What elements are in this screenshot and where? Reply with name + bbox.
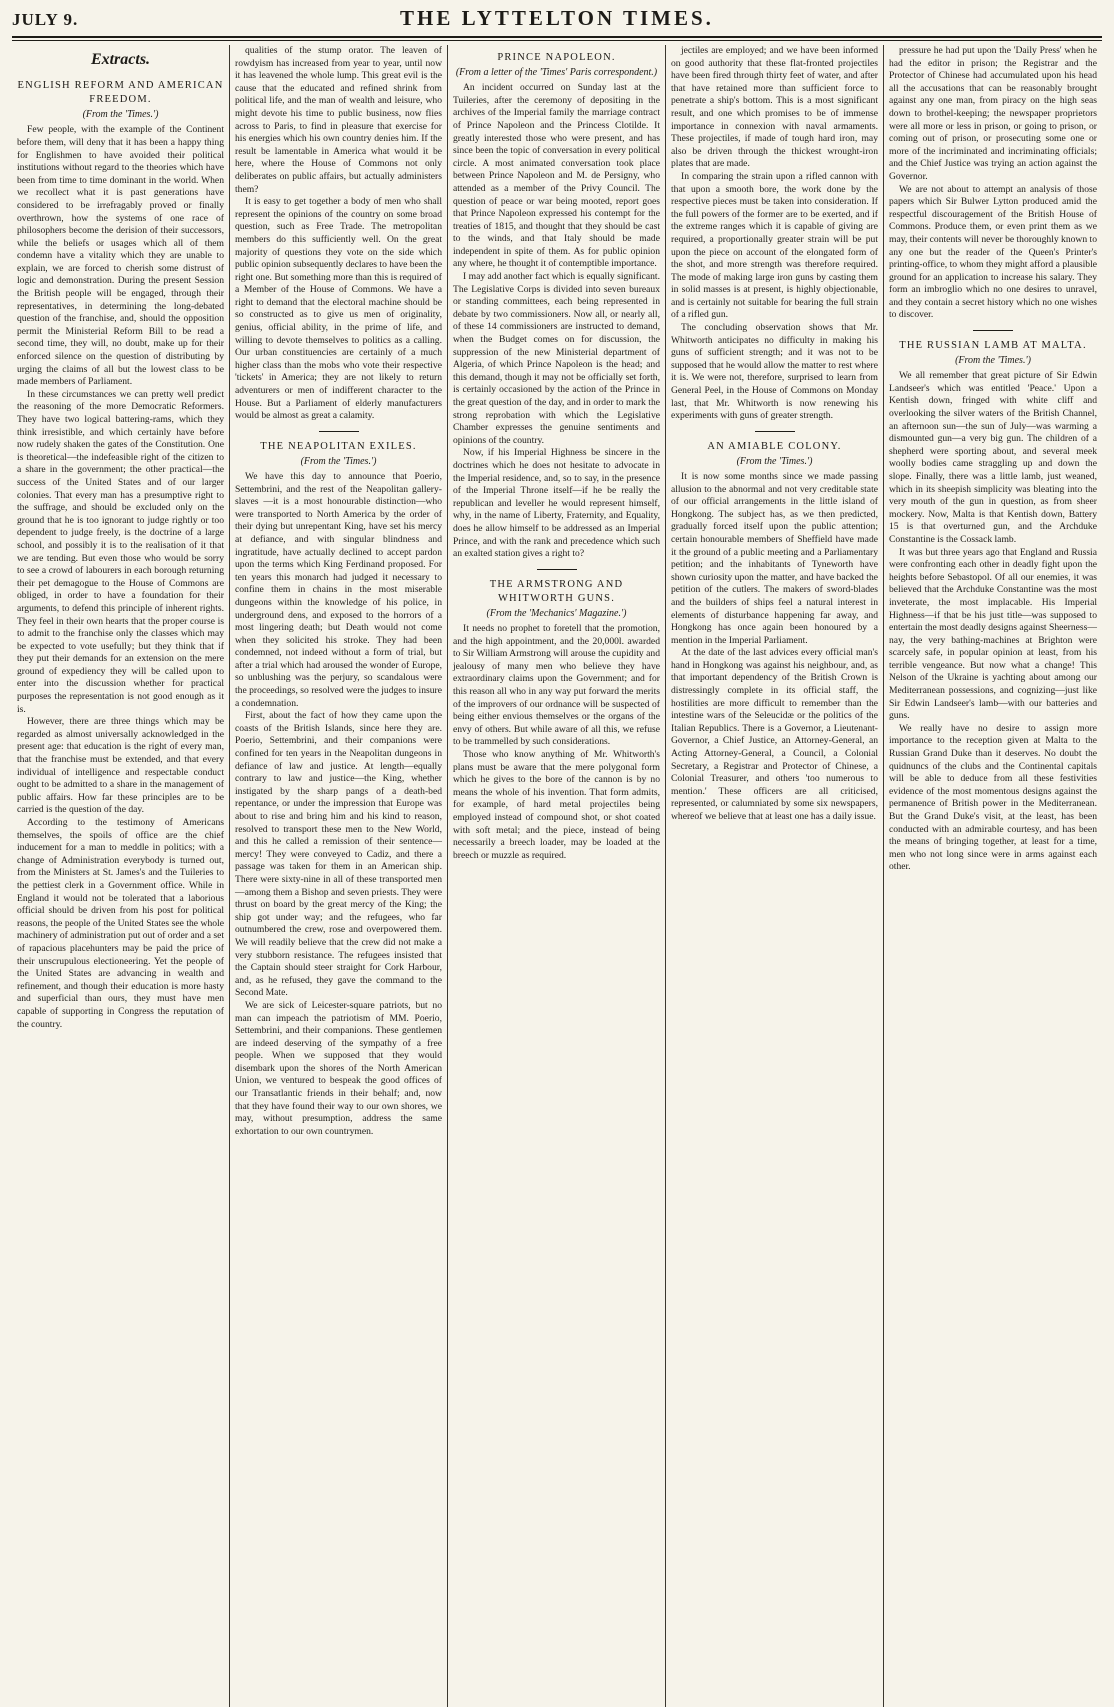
article-paragraph: According to the testimony of Americans themselves, the spoils of office are the chief inducement for a man to meddle in politics; with a change of Administration everybody is turned out, from the Ministers at St. James's and the Tuileries to the pettiest clerk in a Government office. While in England it would not be tolerated that a laborious official should be driven from his post for political reasons, the people of the United States see the whole machinery of administration put out of order and a set of rapacious placehunters may be paid the price of their unscrupulous electioneering. Yet the people of the United States are advancing in wealth and refinement, and though their education is more hasty and superficial than ours, they must have men capable of supporting in Congress the reputation of the country. [17,817,225,1030]
article-source: (From the 'Times.') [82,109,159,121]
article-paragraph: Few people, with the example of the Continent before them, will deny that it has been a happy thing for Englishmen to have avoided their political institutions without regard to the theories which have been from time to time dominant in the world. When we recollect what it is past generations have considered to be irrefragably proved or finally overthrown, how the systems of one race of philosophers become the derision of their successors, while the beliefs or usages which all of them condemn have a vitality which they are unable to explain, we are forced to cherish some distrust of logic and demonstration. During the present Session the British people will be engaged, through their representatives, in determining the long-debated question of the franchise, and, should the opposition permit the Ministerial Reform Bill to be read a second time, they will, no doubt, make up for their enforced silence on the question of distributing by urging the claims of all but the lowest class to be made members of Parliament. [17,124,224,388]
article-paragraph: However, there are three things which may be regarded as almost universally acknowledged in the present age: that education is the right of every man, that the franchise must be extended, and that every individual of intelligence and respectable conduct ought to be admitted to a share in the management of public affairs. How far these principles are to be carried is the question of the day. [17,716,224,816]
header-rule [12,40,1102,41]
article-paragraph: We are not about to attempt an analysis of those papers which Sir Bulwer Lytton produced amid the respectful discouragement of the British House of Commons. Produce them, or even print them as we may, their contents will never be thoroughly known to any one but the reader of the Queen's Printer's printing-office, to whom they might afford a plausible ground for an application to increase his salary. They form an imbroglio which no one desires to unravel, and they contain a secret history which no one wishes to discover. [889,183,1097,321]
article-paragraph: The concluding observation shows that Mr. Whitworth anticipates no difficulty in making his guns of sufficient strength; and it was not to be supposed that he would allow the matter to rest where it is. We were not, therefore, surprised to learn from General Peel, in the House of Commons on Monday last, that Mr. Whitworth is now renewing his experiments with guns of greater strength. [671,322,879,422]
section-heading: Extracts. [90,51,151,68]
article-paragraph: In comparing the strain upon a rifled cannon with that upon a smooth bore, the work done by the respective pieces must be taken into consideration. If the full powers of the former are to be exerted, and if the extreme ranges which it is capable of giving are required, a proportionally greater strain will be put upon the piece on account of the elongated form of the shot, and more strength was therefore required. The mode of making large iron guns by casting them in solid masses is at present, is highly objectionable, and is certainly not suitable for bearing the full strain of a rifled gun. [671,170,878,321]
article-title: AN AMIABLE COLONY. [707,440,842,452]
issue-date: JULY 9. [12,10,79,29]
article-paragraph: jectiles are employed; and we have been informed on good authority that these flat-fronted projectiles have been fired through thirty feet of water, and after that have retained more than sufficient force to penetrate a ship's bottom. This is a most significant result, and one which promises to be of immense importance in connexion with naval armaments. These projectiles, if made of tough hard iron, may also be driven through the thickest wrought-iron plates that are made. [671,45,878,170]
article-paragraph: We really have no desire to assign more importance to the reception given at Malta to the Russian Grand Duke than it deserves. No doubt the quidnuncs of the clubs and the Continental capitals will be able to deduce from all these festivities evidence of the most momentous designs against the permanence of British power in the Mediterranean. But the Grand Duke's visit, at the least, has been conducted with an admirable courtesy, and has been the means of bringing together, at least for a time, men who not long since were in arms against each other. [889,722,1097,873]
article-paragraph: It is easy to get together a body of men who shall represent the opinions of the country on some broad question, such as Free Trade. The metropolitan members do this sufficiently well. On the great majority of questions they vote on the side which public opinion subsequently declares to have been the right one. But something more than this is required of a Member of the House of Commons. We have a right to demand that the electoral machine should be so constructed as to give us men of originality, genius, official ability, in the prime of life, and willing to devote themselves to politics as a calling. Our urban constituencies are certainly of a much higher class than the mobs who vote their respective 'tickets' in America; they are not likely to return adventurers or men of indifferent character to the House. But a Parliament of elderly manufacturers would be almost as great a calamity. [235,196,443,422]
article-paragraph: I may add another fact which is equally significant. The Legislative Corps is divided into seven bureaux or standing committees, each being represented in debate by two commissioners. Now all, or nearly all, of these 14 commissioners are instructed to demand, when the Budget comes on for discussion, the suppression of the new Ministerial department of Algeria, of which Prince Napoleon is the head; and this demand, though it may not be officially set forth, is certainly occasioned by the action of the Prince in the great question of the day, and in order to mark the strong reprobation with which the Legislative Chamber expresses the genuine sentiments and opinions of the country. [453,271,660,446]
column-3 [448,45,666,1707]
newspaper-title: THE LYTTELTON TIMES. [400,6,714,30]
column-5 [884,45,1102,1707]
article-title: THE NEAPOLITAN EXILES. [260,440,417,452]
article-paragraph: We are sick of Leicester-square patriots, but no man can impeach the patriotism of MM. Poerio, Settembrini, and their companions. These gentlemen are indeed deserving of the sympathy of a free people. When we supposed that they would disembark upon the shores of the North American Union, we ventured to bespeak the good offices of our Transatlantic friends in their behalf; and, now that they have found their way to our own shores, we may, without presumption, address the same exhortation to our own countrymen. [235,999,442,1137]
column-1 [12,45,230,1707]
article-title: ENGLISH REFORM AND AMERICAN FREEDOM. [17,80,224,106]
article-paragraph: In these circumstances we can pretty well predict the reasoning of the more Democratic Reformers. They have two logical battering-rams, which they think irresistible, and which certainly have before now rudely shaken the gates of the Constitution. One is theoretical—the indefeasible right of the citizen to a share in the government; the other practical—the success of the United States and of our larger colonies. That every man has a presumptive right to the suffrage, and should be excluded only on the ground that he is too ignorant to judge rightly or too dependent to judge freely, is the doctrine of a large school, and possibly it is to the realisation of it that we are tending. But even those who would be sorry to see a crowd of labourers in each borough returning their pet demagogue to the House of Commons are obliged, in order to have a foundation for their arguments, to defend this principle of inherent rights. They feel in their own hearts that the proper course is to admit to the franchise only the classes which may be expected to vote usefully; but they think that if they put their demands for an extension on the mere ground of expediency they will be called upon to enter into the discussion whether for practical purposes the representation is not good enough as it is. [17,388,224,715]
article-paragraph: It needs no prophet to foretell that the promotion, and the high appointment, and the 20,000l. awarded to Sir William Armstrong will arouse the cupidity and jealousy of many men who believe they have extraordinary claims upon the Government; and for this reason all who in any way put forward the merits of the improvers of our ordnance will be suspected of being either envious themselves or the organs of the envy of others. But while aware of all this, we refuse to be trammelled by such considerations. [453,623,660,748]
article-paragraph: An incident occurred on Sunday last at the Tuileries, after the ceremony of depositing in the archives of the Imperial family the marriage contract of Prince Napoleon and the Princess Clotilde. It greatly interested those who were present, and has since been the topic of conversation in every political circle. A most animated conversation took place between Prince Napoleon and M. de Persigny, who attended as a member of the Privy Council. The question of peace or war being mooted, report goes that Prince Napoleon expressed his contempt for the treaties of 1815, and thought that they should be cast to the winds, and that Italy should be made independent in spite of them. As for public opinion any where, he thought it of contemptible importance. [453,82,660,270]
article-separator [755,431,795,432]
article-paragraph: Those who know anything of Mr. Whitworth's plans must be aware that the mere polygonal form which he gives to the bore of the cannon is by no means the whole of his invention. That form admits, for example, of hard metal projectiles being employed instead of compound shot, or shot coated with soft metal; and the piece, instead of being necessarily a breech loader, may be loaded at the breech or muzzle as required. [453,749,660,861]
article-paragraph: We all remember that great picture of Sir Edwin Landseer's which was entitled 'Peace.' Upon a Kentish down, fringed with white cliff and overlooking the silver waters of the British Channel, an afternoon sun—the sun of July—was warming a dismounted gun—a very big gun. The children of a shepherd were sporting about, and several meek woolly bodies came straggling up and down the slope. Finally, there was a little lamb, just weaned, which in its sheepish simplicity was bleating into the very mouth of the gun in question, as from sheer mockery. Now, Malta is that Kentish down, Battery 15 is that overturned gun, and the Archduke Constantine is the Cossack lamb. [889,370,1097,545]
article-paragraph: We have this day to announce that Poerio, Settembrini, and the rest of the Neapolitan gallery-slaves —it is a most honourable distinction—who were transported to North America by the order of their dying but unrepentant King, have set his mercy at defiance, and with singular blindness and ingratitude, have actually declined to accept pardon upon the terms which King Ferdinand proposed. For ten years this monarch had judged it necessary to confine them in chains in the most miserable dungeons within the knowledge of his police, in underground dens, and exposed to the horrors of a most lingering death; but Death would not come when they solicited his stroke. They had been condemned, not indeed without a form of trial, but after a trial which had aroused the wonder of Europe, so unblushing was the perjury, so scandalous were the proceedings, so resolved were the judges to insure a condemnation. [235,470,443,709]
article-paragraph: It was but three years ago that England and Russia were confronting each other in deadly fight upon the heights before Sebastopol. Of all our enemies, it was believed that the Archduke Constantine was the most inveterate, the most implacable. His Imperial Highness—if that be his just title—was supposed to entertain the most deadly designs against Sheerness—nay, the very bathing-machines at Brighton were scarcely safe, in popular opinion at least, from his terrible vengeance. But now what a change! This Nelson of the Ukraine is yachting about among our Mediterranean possessions, and cognizing—just like Sir Edwin Landseer's lamb—with our batteries and guns. [889,546,1097,722]
article-title: THE RUSSIAN LAMB AT MALTA. [899,340,1087,352]
article-source: (From the 'Mechanics' Magazine.') [486,608,627,620]
article-title: PRINCE NAPOLEON. [497,52,616,63]
article-source: (From the 'Times.') [736,455,813,467]
article-paragraph: At the date of the last advices every official man's hand in Hongkong was against his neighbour, and, as that important dependency of the British Crown is distressingly complete in its official staff, the hostilities are more difficult to remember than the intestine wars of the Seleucidæ or the politics of the Italian Republics. There is a Governor, a Lieutenant-Governor, a Chief Justice, an Attorney-General, an Acting Attorney-General, a Council, a Colonial Secretary, a Registrar and Protector of Chinese, a Colonial Treasurer, and others 'too numerous to mention.' These officers are all criticised, represented, or calumniated by some six newspapers, whereof we believe that at least one has a daily issue. [671,647,878,823]
column-4 [666,45,884,1707]
article-source: (From the 'Times.') [300,455,377,467]
article-separator [973,330,1013,331]
article-separator [319,431,359,432]
column-container [12,45,1102,1707]
article-paragraph: Now, if his Imperial Highness be sincere in the doctrines which he does not hesitate to advocate in the Imperial residence, and, so to say, in the presence of the Imperial Throne itself—if he be really the republican and leveller he would represent himself, why, in the name of Liberty, Fraternity, and Equality, does he allow himself to be addressed as an Imperial Prince, and with the rank and precedence which such an exalted station gives a right to? [453,447,660,560]
article-source: (From a letter of the 'Times' Paris correspondent.) [455,67,658,79]
column-2 [230,45,448,1707]
article-title: THE ARMSTRONG AND WHITWORTH GUNS. [489,578,624,604]
masthead [12,6,1102,38]
article-source: (From the 'Times.') [955,355,1031,367]
article-separator [537,569,577,570]
article-paragraph: qualities of the stump orator. The leaven of rowdyism has increased from year to year, until now it has leavened the whole lump. This great evil is the cause that the educated and refined shrink from political life, and the man of wealth and leisure, who might devote his time to public business, now flies across to Paris, to find in pleasure that exercise for his energies which his own country denies him. If the result be lamentable in America what would it be here, where the House of Commons not only deliberates on public affairs, but actually administers them? [235,45,442,195]
article-paragraph: It is now some months since we made passing allusion to the abnormal and not very creditable state of our official arrangements in the little island of Hongkong. The subject has, as we then predicted, gradually forced itself upon the public attention; certain honourable members of Sheffield have made it the ground of a public meeting and a Parliamentary petition; and the inhabitants of Tyneworth have shown curiosity upon the matter, and have backed the petition of the cutlers. The makers of sword-blades and the builders of ships feel a natural interest in elements of disturbance happening far away, and Hongkong has once again been honoured by a mention in the Imperial Parliament. [671,470,878,646]
article-paragraph: pressure he had put upon the 'Daily Press' when he had the editor in prison; the Registrar and the Protector of Chinese had accumulated upon his head all the accusations that can be reasonably brought against any one man, from piracy on the high seas down to brothel-keeping; the newspaper proprietors were all more or less in prison, or going to prison, or coming out of prison, or prosecuting some one or more of the incriminated and incriminating officials; and the Chief Justice was trying an action against the Governor. [889,45,1097,182]
article-paragraph: First, about the fact of how they came upon the coasts of the British Islands, since here they are. Poerio, Settembrini, and their companions were confined for ten years in the Neapolitan dungeons in defiance of law and justice. At length—equally contrary to law and justice—the King, whether instigated by the sharp pangs of a death-bed repentance, or under the impression that Europe was about to rise and bring him and his kind to reason, resolved to transport these men to the New World, and this he called a remission of their sentence—mercy! They were conveyed to Cadiz, and there a passage was taken for them in an American ship. There were sixty-nine in all of these transported men—among them a Bishop and seven priests. They were thrust on board by the great mercy of the King; the ship got under way; and the refugees, who far outnumbered the crew, rose and overpowered them. We will readily believe that the crew did not make a very stubborn resistance. The refugees insisted that the Captain should steer straight for Cork Harbour, and, as he refused, they gave the command to the Second Mate. [235,710,442,999]
